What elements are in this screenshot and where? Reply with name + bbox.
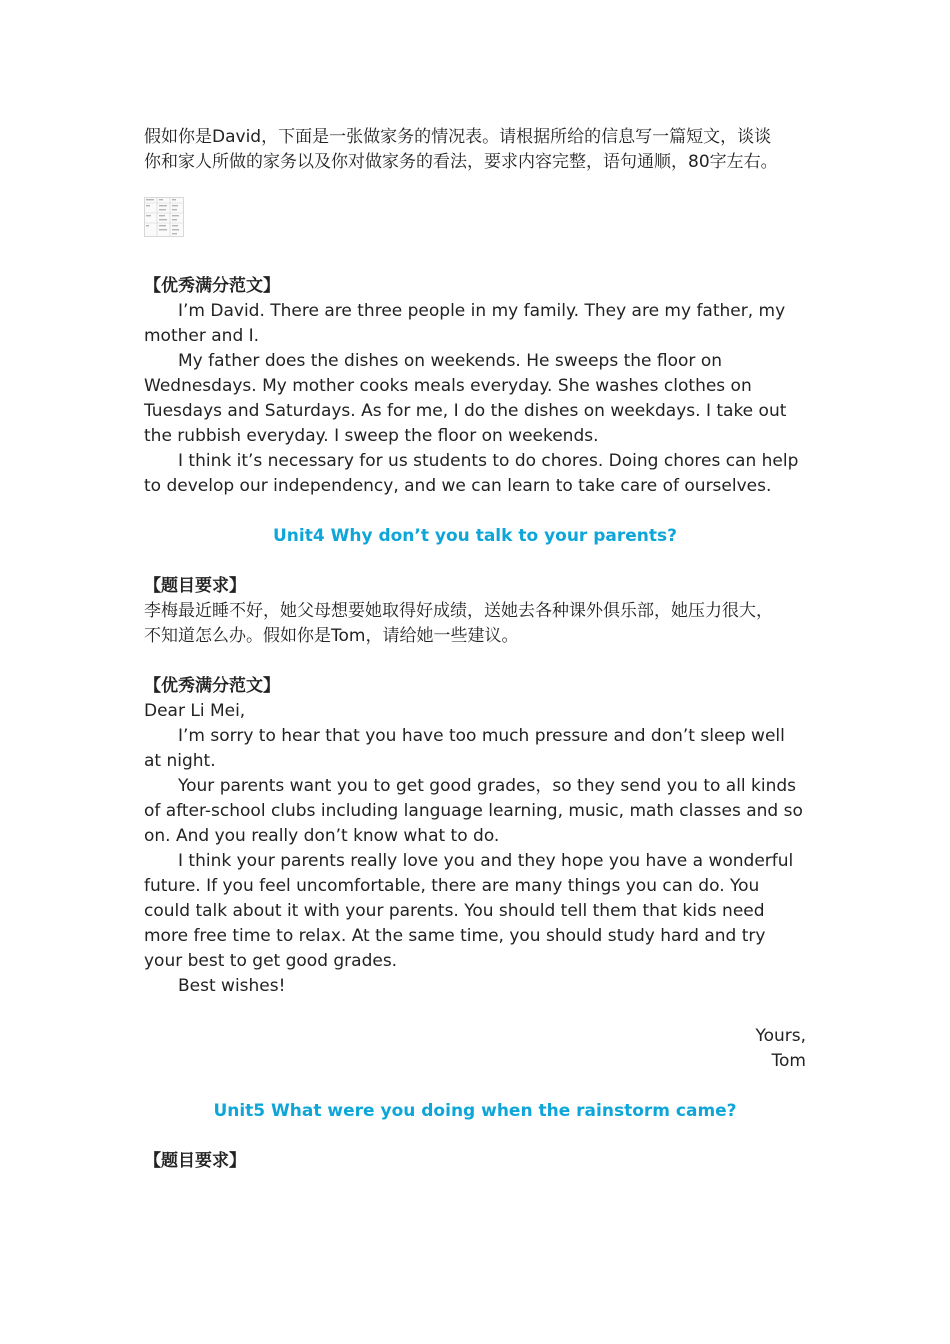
- letter-greeting: Dear Li Mei,: [144, 701, 246, 721]
- essay1-paragraph: I think it’s necessary for us students to do chores. Doing chores can help to develop our independency, and we can learn to take care of ourselves.: [144, 451, 799, 496]
- requirement-label: 【题目要求】: [144, 1151, 246, 1171]
- essay1-paragraph: I’m David. There are three people in my family. They are my father, my mother and I.: [144, 301, 786, 346]
- essay1-paragraph: My father does the dishes on weekends. He sweeps the floor on Wednesdays. My mother cooks meals everyday. She washes clothes on Tuesdays and Saturdays. As for me, I do the dishes on weekdays. I take out the rubbish everyday. I sweep the floor on weekends.: [144, 351, 787, 446]
- sample-essay-label: 【优秀满分范文】: [144, 276, 280, 296]
- unit5-title: Unit5 What were you doing when the rainstorm came?: [213, 1101, 737, 1121]
- requirement-line-1: 李梅最近睡不好，她父母想要她取得好成绩，送她去各种课外俱乐部，她压力很大，: [144, 601, 773, 621]
- sample-essay-label: 【优秀满分范文】: [144, 676, 280, 696]
- letter-paragraph: I’m sorry to hear that you have too much pressure and don’t sleep well at night.: [144, 726, 785, 771]
- prompt-line-2: 你和家人所做的家务以及你对做家务的看法，要求内容完整，语句通顺，80字左右。: [144, 152, 778, 172]
- unit4-title: Unit4 Why don’t you talk to your parents?: [273, 526, 677, 546]
- letter-closing: Yours,: [755, 1026, 806, 1046]
- letter-paragraph: I think your parents really love you and they hope you have a wonderful future. If you feel uncomfortable, there are many things you can do. You could talk about it with your parents. You should tell them that kids need more free time to relax. At the same time, you should study hard and try your best to get good grades.: [144, 851, 794, 971]
- letter-paragraph: Your parents want you to get good grades，so they send you to all kinds of after-school clubs including language learning, music, math classes and so on. And you really don’t know what to do.: [144, 776, 803, 846]
- chore-table-image: [144, 197, 184, 237]
- prompt-line-1: 假如你是David，下面是一张做家务的情况表。请根据所给的信息写一篇短文，谈谈: [144, 127, 772, 147]
- document-page: [144, 125, 806, 1174]
- letter-paragraph: Best wishes!: [178, 976, 286, 996]
- requirement-line-2: 不知道怎么办。假如你是Tom，请给她一些建议。: [144, 626, 519, 646]
- requirement-label: 【题目要求】: [144, 576, 246, 596]
- letter-signature: Tom: [771, 1051, 806, 1071]
